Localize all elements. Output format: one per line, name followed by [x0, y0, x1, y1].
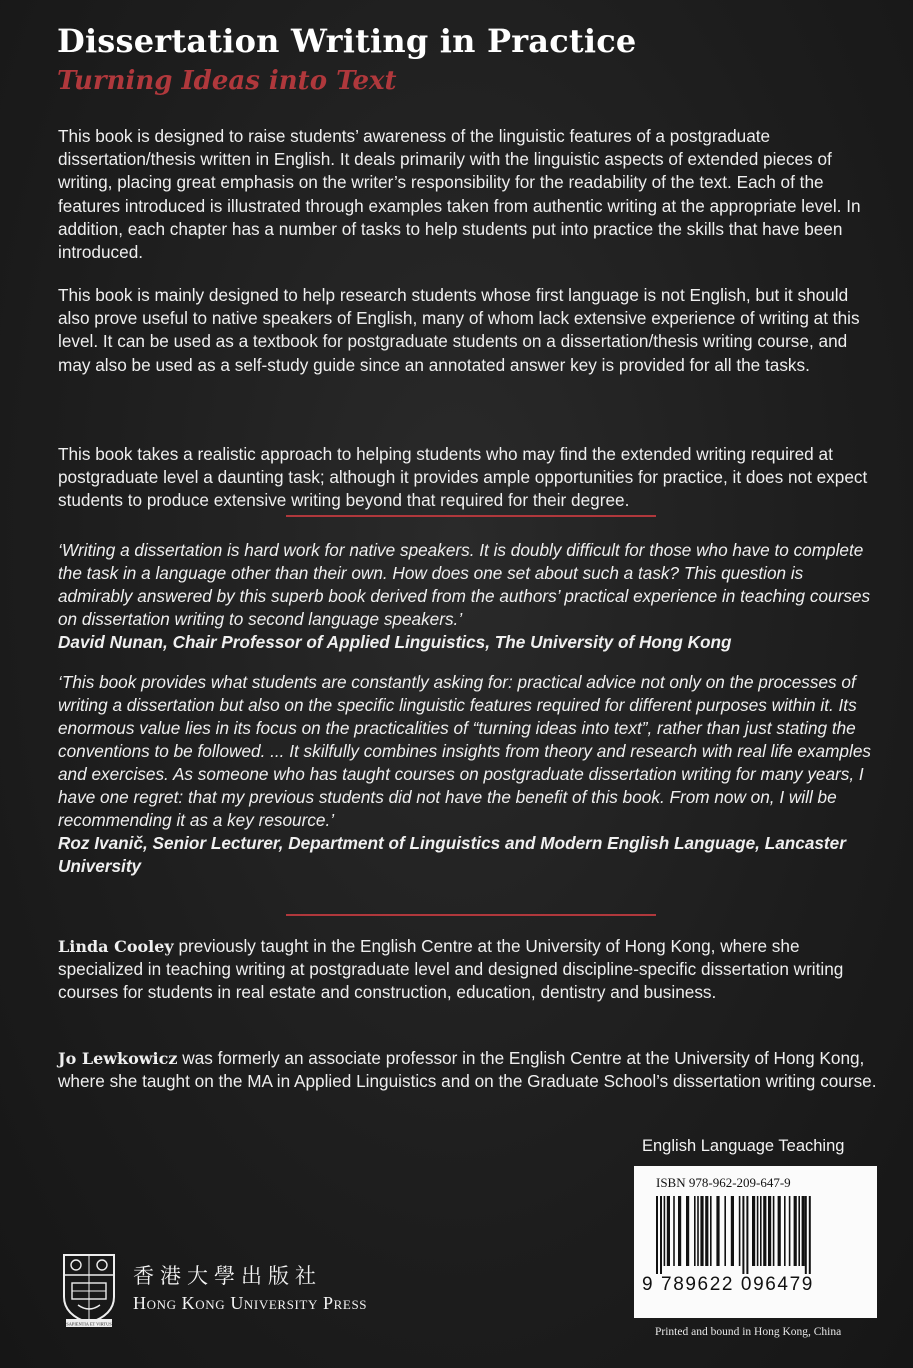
review-quote-text: ‘This book provides what students are constantly asking for: practical advice not only on the processes of writing a dissertation but also on the specific linguistic features required for different purposes within it. Its enormous value lies in its focus on the practicalities of “turning ideas into text”, rather than just stating the conventions to be followed. ... It skilfully combines insights from theory and research with real life examples and exercises. As someone who has taught courses on postgraduate dissertation writing for many years, I have one regret: that my previous students did not have the benefit of this book. From now on, I will be recommending it as a key resource.’	[58, 672, 871, 830]
barcode-bar	[760, 1196, 762, 1266]
barcode-bar	[686, 1196, 689, 1266]
barcode-bar	[773, 1196, 775, 1266]
barcode-bar	[724, 1196, 726, 1266]
description-text: This book is mainly designed to help research students whose first language is not English, but it should also prove useful to native speakers of English, many of whom lack extensive experience of writing at this level. It can be used as a textbook for postgraduate students on a dissertation/thesis writing course, and may also be used as a self-study guide since an annotated answer key is provided for all the tasks.	[58, 285, 860, 375]
description-paragraph	[58, 443, 878, 513]
barcode-bar	[678, 1196, 681, 1266]
barcode-bar	[710, 1196, 712, 1266]
book-category: English Language Teaching	[642, 1137, 845, 1155]
barcode-bar	[700, 1196, 703, 1266]
crest-motto: SAPIENTIA ET VIRTUS	[66, 1321, 112, 1327]
book-subtitle: Turning Ideas into Text	[57, 66, 397, 96]
section-divider	[286, 914, 656, 916]
author-name: Linda Cooley	[58, 937, 174, 956]
description-text: This book takes a realistic approach to helping students who may find the extended writing required at postgraduate level a daunting task; although it provides ample opportunities for practice, it does not expect students to produce extensive writing beyond that required for their degree.	[58, 444, 868, 511]
barcode-bar	[673, 1196, 675, 1266]
barcode-bar	[802, 1196, 805, 1266]
author-bio	[58, 935, 878, 1005]
barcode-bar	[746, 1196, 748, 1274]
publisher-name-chinese: 香港大學出版社	[133, 1264, 322, 1288]
section-divider	[286, 515, 656, 517]
barcode-bar	[809, 1196, 811, 1274]
barcode-bar	[742, 1196, 744, 1274]
barcode-bar	[805, 1196, 807, 1274]
barcode-bar	[798, 1196, 800, 1266]
university-crest-icon	[58, 1249, 120, 1329]
barcode-icon	[656, 1196, 856, 1274]
barcode-bar	[716, 1196, 719, 1266]
barcode-bar	[664, 1196, 666, 1266]
author-bio-text: previously taught in the English Centre at the University of Hong Kong, where she specialized in teaching writing at postgraduate level and designed discipline-specific dissertation writing courses for students in real estate and construction, education, dentistry and business.	[58, 936, 844, 1003]
description-paragraph	[58, 125, 878, 264]
barcode-bar	[757, 1196, 759, 1266]
isbn-barcode	[634, 1166, 877, 1318]
barcode-bar	[768, 1196, 771, 1266]
isbn-label: ISBN 978-962-209-647-9	[656, 1175, 791, 1190]
barcode-bar	[656, 1196, 658, 1274]
barcode-bar	[794, 1196, 797, 1266]
review-quote	[58, 539, 878, 654]
barcode-bar	[752, 1196, 755, 1266]
author-name: Jo Lewkowicz	[58, 1049, 178, 1068]
author-bio	[58, 1047, 878, 1093]
barcode-bar	[763, 1196, 766, 1266]
review-quote	[58, 671, 878, 878]
barcode-bar	[739, 1196, 741, 1266]
barcode-bar	[789, 1196, 791, 1266]
author-bio-text: was formerly an associate professor in the English Centre at the University of Hong Kong, where she taught on the MA in Applied Linguistics and on the Graduate School’s dissertation writing course.	[58, 1048, 877, 1092]
barcode-bar	[778, 1196, 781, 1266]
barcode-bar	[660, 1196, 662, 1274]
review-attribution: David Nunan, Chair Professor of Applied Linguistics, The University of Hong Kong	[58, 632, 732, 652]
description-text: This book is designed to raise students’ awareness of the linguistic features of a postgraduate dissertation/thesis written in English. It deals primarily with the linguistic aspects of extended pieces of writing, placing great emphasis on the writer’s responsibility for the readability of the text. Each of the features introduced is illustrated through examples taken from authentic writing at the appropriate level. In addition, each chapter has a number of tasks to help students put into practice the skills that have been introduced.	[58, 126, 861, 263]
barcode-bar	[694, 1196, 696, 1266]
barcode-bar	[731, 1196, 734, 1266]
barcode-bar	[784, 1196, 786, 1266]
barcode-bar	[697, 1196, 699, 1266]
printed-note: Printed and bound in Hong Kong, China	[655, 1326, 842, 1338]
review-attribution: Roz Ivanič, Senior Lecturer, Department of Linguistics and Modern English Language, Lancaster University	[58, 833, 846, 876]
barcode-bar	[667, 1196, 670, 1266]
barcode-digits: 9 789622 096479	[642, 1274, 814, 1295]
book-title: Dissertation Writing in Practice	[57, 22, 637, 60]
description-paragraph	[58, 284, 878, 377]
barcode-bar	[705, 1196, 708, 1266]
review-quote-text: ‘Writing a dissertation is hard work for native speakers. It is doubly difficult for those who have to complete the task in a language other than their own. How does one set about such a task? This question is admirably answered by this superb book derived from the authors’ practical experience in teaching courses on dissertation writing to second language speakers.’	[58, 540, 871, 629]
publisher-name-english: Hong Kong University Press	[133, 1293, 368, 1313]
